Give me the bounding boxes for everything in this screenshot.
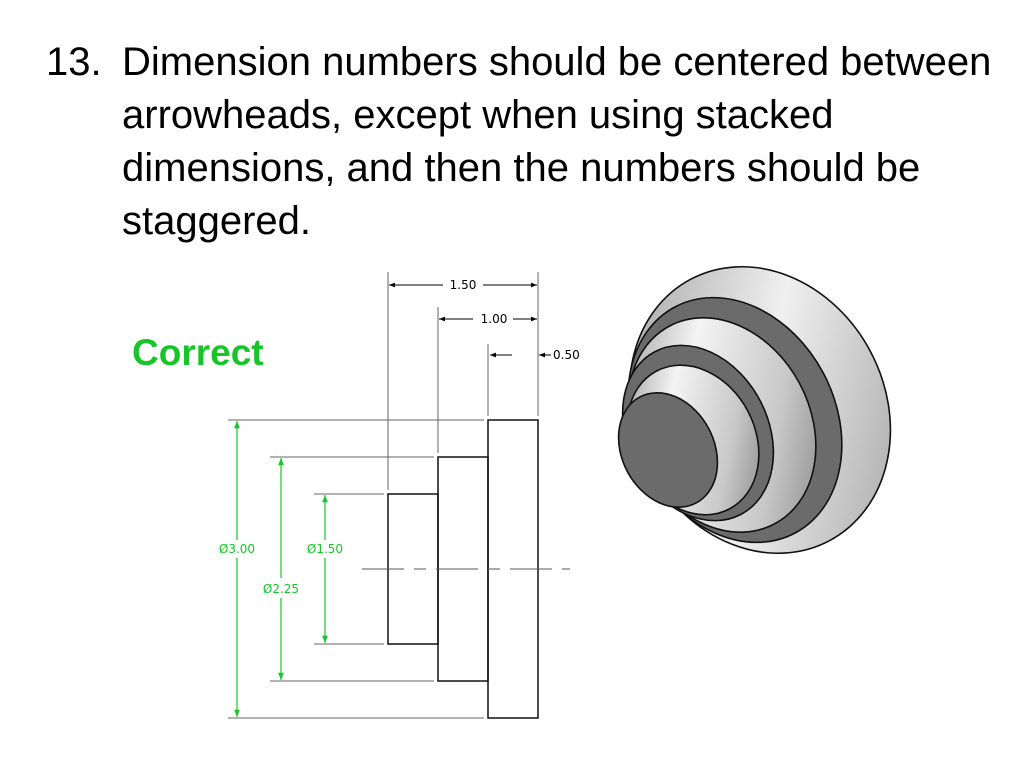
- model-body: [580, 221, 940, 600]
- dim-label-1-00: 1.00: [480, 312, 508, 326]
- dim-label-dia-2-25: Ø2.25: [262, 582, 300, 596]
- dim-label-dia-3-00: Ø3.00: [218, 542, 256, 556]
- dim-label-1-50: 1.50: [449, 278, 477, 292]
- correct-label: Correct: [132, 332, 264, 373]
- rule-text: Dimension numbers should be centered between arrowheads, except when using stacked dimensions, and then the numbers should be staggered.: [122, 40, 992, 243]
- dim-label-0-50: 0.50: [553, 348, 580, 362]
- dim-label-dia-1-50: Ø1.50: [306, 542, 344, 556]
- rule-number: 13.: [46, 40, 102, 84]
